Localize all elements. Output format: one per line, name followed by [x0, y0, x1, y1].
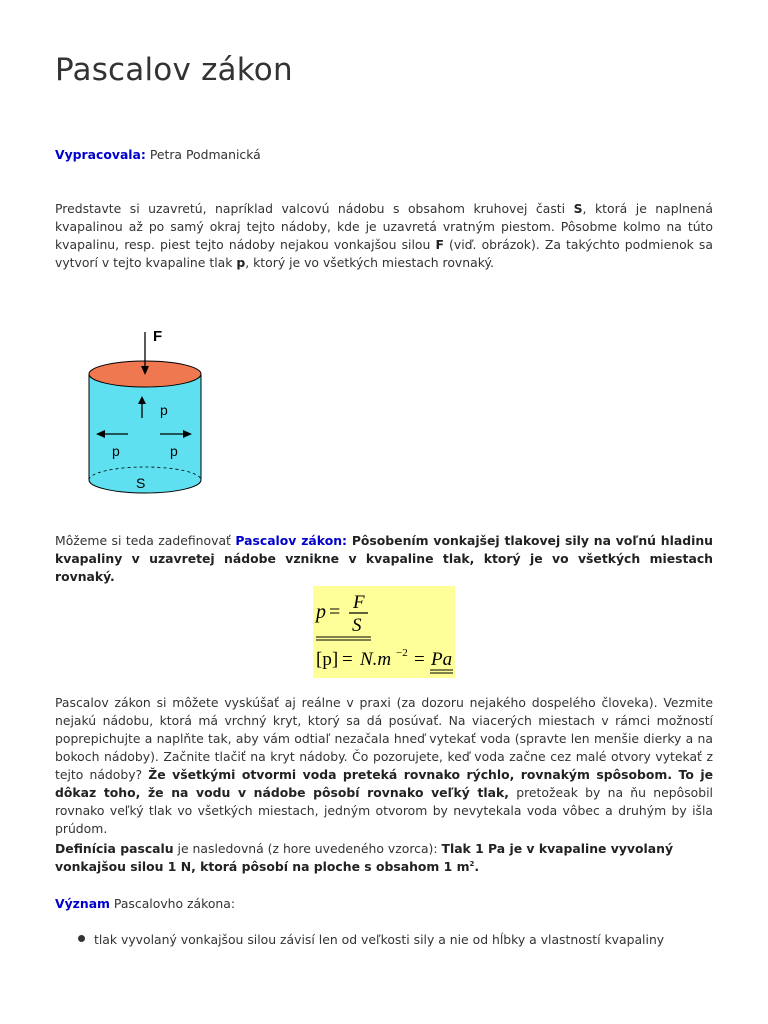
formula-denominator: S [352, 615, 362, 636]
pascal-definition-text: je nasledovná (z hore uvedeného vzorca): [173, 841, 442, 856]
experiment-text: Pascalov zákon si môžete vyskúšať aj reálne v praxi (za dozoru nejakého dospelého človeka). Vezmite nejakú nádobu, ktorá má vrchný kryt, ktorý sa dá posúvať. Na viacerých miestach v rámci možností poprepichujte a naplňte tak, aby vám odtiaľ nezačala hneď vytekať voda (spravte len menšie dierky a na bokoch nádoby). Začnite tlačiť na kryt nádoby. Čo pozorujete, keď voda začne cez malé otvory vytekať z tejto nádoby? [55, 695, 713, 782]
superscript-2: 2 [469, 859, 475, 868]
formula-exponent: −2 [396, 647, 408, 659]
pascal-law-statement: Pôsobením vonkajšej tlakovej sily na voľnú hladinu kvapaliny v uzavretej nádobe vznikne v kvapaline tlak, ktorý je vo všetkých miestach rovnaký. [55, 533, 713, 584]
formula-svg [313, 586, 455, 678]
formula-unit-equals: = [342, 649, 353, 670]
formula-numerator: F [353, 592, 365, 613]
intro-text: , ktorý je vo všetkých miestach rovnaký. [245, 255, 494, 270]
author-label: Vypracovala: [55, 147, 146, 162]
symbol-f: F [435, 237, 444, 252]
area-label: S [136, 475, 146, 491]
formula-unit-rhs2: Pa [431, 649, 453, 670]
formula-box [313, 586, 455, 678]
bullet-icon [78, 935, 85, 942]
formula-unit-lhs: [p] [316, 649, 339, 670]
pressure-label-left: p [112, 443, 120, 459]
pressure-label-right: p [170, 443, 178, 459]
formula-unit-equals-2: = [414, 649, 425, 670]
author-name: Petra Podmanická [149, 147, 261, 162]
formula-equals: = [329, 601, 341, 623]
intro-paragraph [55, 200, 713, 272]
formula-p: p [316, 601, 326, 623]
experiment-text: pretožeak by na ňu nepôsobil rovnako veľký tlak vo všetkých miestach, jedným otvorom by nevytekala voda vôbec a druhým by išla prúdom. [55, 785, 713, 836]
pascal-definition-label: Definícia pascalu [55, 841, 174, 856]
page-title: Pascalov zákon [55, 52, 293, 88]
intro-text: (viď. obrázok). Za takýchto podmienok sa vytvorí v tejto kvapaline tlak [55, 237, 713, 270]
symbol-s: S [573, 201, 583, 216]
pascal-definition-bold: Tlak 1 Pa je v kvapaline vyvolaný vonkajšou silou 1 N, ktorá pôsobí na ploche s obsahom 1 m [55, 841, 674, 874]
author-line [55, 146, 713, 164]
pascal-law-term: Pascalov zákon: [235, 533, 347, 548]
meaning-text: Pascalovho zákona: [109, 896, 236, 911]
pressure-label-top: p [160, 402, 168, 418]
meaning-heading [55, 895, 713, 913]
pascal-definition-paragraph [55, 840, 713, 876]
intro-text: Predstavte si uzavretú, napríklad valcovú nádobu s obsahom kruhovej časti [55, 201, 574, 216]
definition-text: Môžeme si teda zadefinovať [55, 533, 236, 548]
pascal-definition-end: . [474, 859, 480, 874]
formula-unit-rhs1: N.m [360, 649, 392, 670]
meaning-label: Význam [55, 896, 110, 911]
symbol-p: p [236, 255, 246, 270]
cylinder-figure [80, 322, 220, 501]
definition-paragraph [55, 532, 713, 586]
experiment-conclusion: Že všetkými otvormi voda preteká rovnako rýchlo, rovnakým spôsobom. To je dôkaz toho, že na vodu v nádobe pôsobí rovnako veľký tlak, [55, 767, 713, 800]
cylinder-diagram [80, 322, 220, 497]
experiment-paragraph [55, 694, 713, 838]
force-label: F [153, 328, 163, 345]
intro-text: , ktorá je naplnená kvapalinou až po samý okraj tejto nádoby, kde je uzavretá vratným piestom. Pôsobme kolmo na túto kvapalinu, resp. piest tejto nádoby nejakou vonkajšou silou [55, 201, 713, 252]
list-item: tlak vyvolaný vonkajšou silou závisí len od veľkosti sily a nie od hĺbky a vlastností kvapaliny [94, 932, 665, 947]
